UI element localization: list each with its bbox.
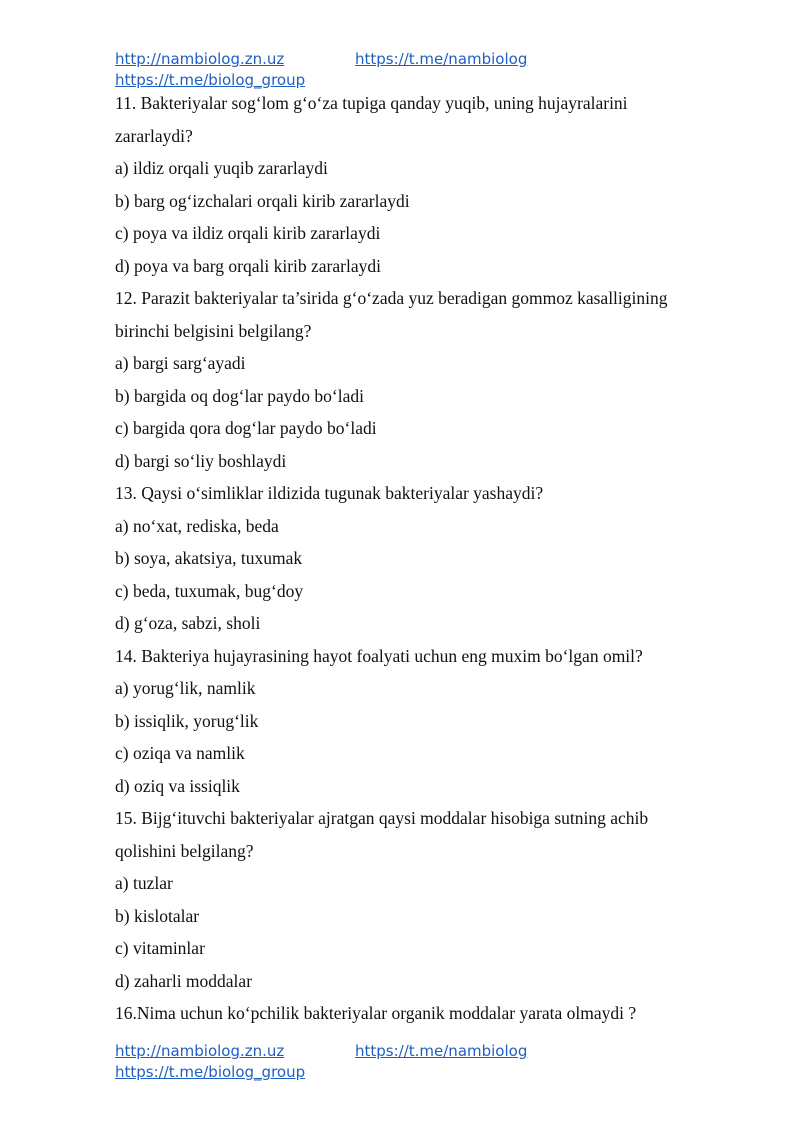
question-11: 11. Bakteriyalar sog‘lom g‘o‘za tupiga qanday yuqib, uning hujayralarini	[115, 93, 628, 113]
answer-option: c) oziqa va namlik	[115, 743, 245, 763]
question-12-cont: birinchi belgisini belgilang?	[115, 320, 312, 341]
question-13: 13. Qaysi o‘simliklar ildizida tugunak bakteriyalar yashaydi?	[115, 483, 544, 503]
page-footer	[115, 1041, 528, 1083]
page-header	[115, 49, 528, 91]
answer-option: b) bargida oq dog‘lar paydo bo‘ladi	[115, 385, 364, 406]
question-16: 16.Nima uchun ko‘pchilik bakteriyalar organik moddalar yarata olmaydi ?	[115, 1003, 637, 1023]
answer-option: c) beda, tuxumak, bug‘doy	[115, 580, 304, 601]
question-15: 15. Bijg‘ituvchi bakteriyalar ajratgan qaysi moddalar hisobiga sutning achib	[115, 808, 649, 828]
answer-option: c) vitaminlar	[115, 938, 205, 958]
answer-option: a) bargi sarg‘ayadi	[115, 353, 246, 373]
answer-option: b) soya, akatsiya, tuxumak	[115, 548, 303, 568]
answer-option: a) ildiz orqali yuqib zararlaydi	[115, 158, 328, 178]
answer-option: b) barg og‘izchalari orqali kirib zararlaydi	[115, 190, 410, 211]
header-group-link[interactable]: https://t.me/biolog_group	[115, 71, 306, 89]
answer-option: c) poya va ildiz orqali kirib zararlaydi	[115, 223, 381, 243]
answer-option: d) oziq va issiqlik	[115, 775, 240, 796]
answer-option: a) no‘xat, rediska, beda	[115, 515, 279, 536]
question-15-cont: qolishini belgilang?	[115, 840, 254, 861]
footer-site-link[interactable]: http://nambiolog.zn.uz	[115, 1042, 285, 1060]
question-14: 14. Bakteriya hujayrasining hayot foalyati uchun eng muxim bo‘lgan omil?	[115, 645, 643, 666]
answer-option: d) bargi so‘liy boshlaydi	[115, 450, 287, 471]
answer-option: d) g‘oza, sabzi, sholi	[115, 613, 261, 633]
question-12: 12. Parazit bakteriyalar ta’sirida g‘o‘zada yuz beradigan gommoz kasalligining	[115, 288, 668, 308]
document-body	[115, 88, 735, 1031]
footer-channel-link[interactable]: https://t.me/nambiolog	[355, 1042, 528, 1060]
answer-option: d) zaharli moddalar	[115, 970, 253, 991]
header-site-link[interactable]: http://nambiolog.zn.uz	[115, 50, 285, 68]
answer-option: c) bargida qora dog‘lar paydo bo‘ladi	[115, 418, 377, 438]
answer-option: d) poya va barg orqali kirib zararlaydi	[115, 255, 381, 276]
answer-option: a) yorug‘lik, namlik	[115, 678, 256, 698]
footer-group-link[interactable]: https://t.me/biolog_group	[115, 1063, 306, 1081]
answer-option: a) tuzlar	[115, 873, 173, 893]
answer-option: b) issiqlik, yorug‘lik	[115, 710, 259, 731]
header-channel-link[interactable]: https://t.me/nambiolog	[355, 50, 528, 68]
question-11-cont: zararlaydi?	[115, 125, 193, 146]
answer-option: b) kislotalar	[115, 905, 200, 926]
